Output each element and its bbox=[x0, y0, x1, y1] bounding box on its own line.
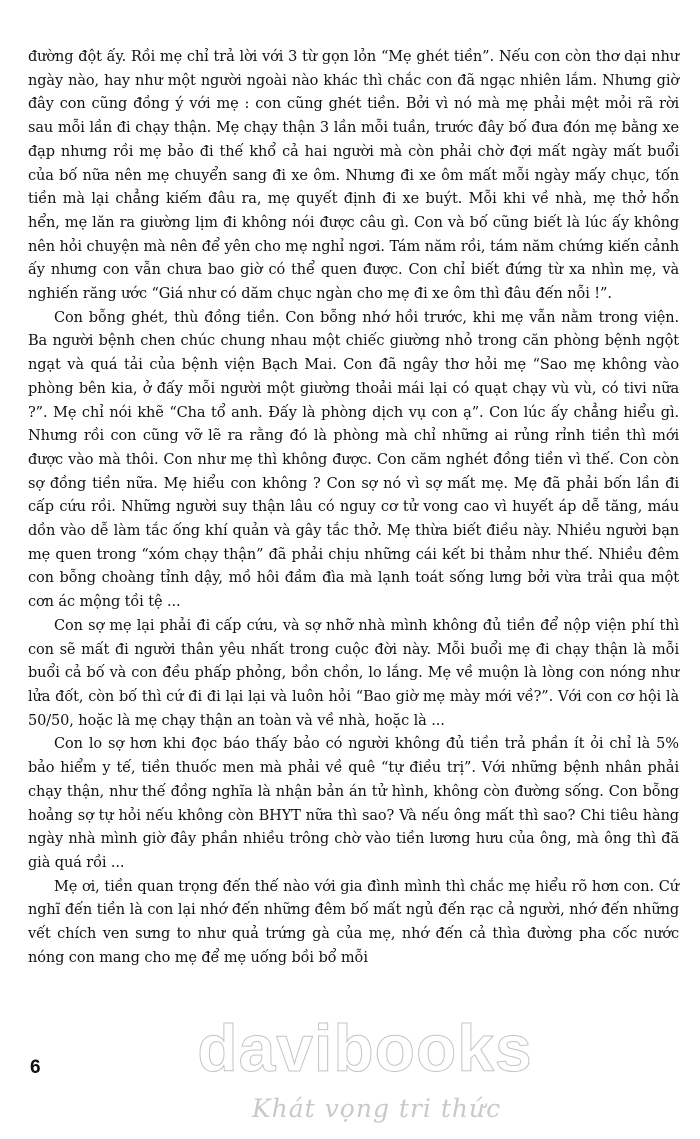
paragraph-2: Con bỗng ghét, thù đồng tiền. Con bỗng nhớ hồi trước, khi mẹ vẫn nằm trong viện. Ba người bệnh chen chúc chung nhau một chiếc giường nhỏ trong căn phòng bệnh ngột ngạt và quá tải của bệnh viện Bạch Mai. Con đã ngây thơ hỏi mẹ “Sao mẹ không vào phòng bên kia, ở đấy mỗi người một giường thoải mái lại có quạt chạy vù vù, có tivi nữa ?”. Mẹ chỉ nói khẽ “Cha tổ anh. Đấy là phòng dịch vụ con ạ”. Con lúc ấy chẳng hiểu gì. Nhưng rồi con cũng vỡ lẽ ra rằng đó là phòng mà chỉ những ai rủng rỉnh tiền thì mới được vào mà thôi. Con như mẹ thì không được. Con căm nghét đồng tiền vì thế. Con còn sợ đồng tiền nữa. Mẹ hiểu con không ? Con sợ nó vì sợ mất mẹ. Mẹ đã phải bốn lần đi cấp cứu rồi. Những người suy thận lâu có nguy cơ tử vong cao vì huyết áp dễ tăng, máu dồn vào dễ làm tắc ống khí quản và gây tắc thở. Mẹ thừa biết điều này. Nhiều người bạn mẹ quen trong “xóm chạy thận” đã phải chịu những cái kết bi thảm như thế. Nhiều đêm con bỗng choàng tỉnh dậy, mồ hôi đầm đìa mà lạnh toát sống lưng bởi vừa trải qua một cơn ác mộng tồi tệ ... bbox=[28, 309, 679, 611]
paragraph-1: đường đột ấy. Rồi mẹ chỉ trả lời với 3 từ gọn lỏn “Mẹ ghét tiền”. Nếu con còn thơ dại như ngày nào, hay như một người ngoài nào khác thì chắc con đã ngạc nhiên lắm. Nhưng giờ đây con cũng đồng ý với mẹ : con cũng ghét tiền. Bởi vì nó mà mẹ phải mệt mỏi rã rời sau mỗi lần đi chạy thận. Mẹ chạy thận 3 lần mỗi tuần, trước đây bố đưa đón mẹ bằng xe đạp nhưng rồi mẹ bảo đi thế khổ cả hai người mà còn phải chờ đợi mất ngày mất buổi của bố nữa nên mẹ chuyển sang đi xe ôm. Nhưng đi xe ôm mất mỗi ngày mấy chục, tốn tiền mà lại chẳng kiếm đâu ra, mẹ quyết định đi xe buýt. Mỗi khi về nhà, mẹ thở hổn hển, mẹ lăn ra giường lịm đi không nói được câu gì. Con và bố cũng biết là lúc ấy không nên hỏi chuyện mà nên để yên cho mẹ nghỉ ngơi. Tám năm rồi, tám năm chứng kiến cảnh ấy nhưng con vẫn chưa bao giờ có thể quen được. Con chỉ biết đứng từ xa nhìn mẹ, và nghiến răng ước “Giá như có dăm chục ngàn cho mẹ đi xe ôm thì đâu đến nỗi !”. bbox=[28, 49, 679, 303]
page-number: 6 bbox=[30, 1057, 41, 1078]
watermark-logo: davibooks bbox=[197, 1011, 533, 1085]
watermark-tagline: Khát vọng tri thức bbox=[252, 1094, 502, 1123]
paragraph-5: Mẹ ơi, tiền quan trọng đến thế nào với gia đình mình thì chắc mẹ hiểu rõ hơn con. Cứ nghĩ đến tiền là con lại nhớ đến những đêm bố mất ngủ đến rạc cả người, nhớ đến những vết chích ven sưng to như quả trứng gà của mẹ, nhớ đến cả thìa đường pha cốc nước nóng con mang cho mẹ để mẹ uống bồi bổ mỗi bbox=[28, 878, 679, 966]
paragraph-3: Con sợ mẹ lại phải đi cấp cứu, và sợ nhỡ nhà mình không đủ tiền để nộp viện phí thì con sẽ mất đi người thân yêu nhất trong cuộc đời này. Mỗi buổi mẹ đi chạy thận là mỗi buổi cả bố và con đều phấp phỏng, bồn chồn, lo lắng. Mẹ về muộn là lòng con nóng như lửa đốt, còn bố thì cứ đi đi lại lại và luôn hỏi “Bao giờ mẹ mày mới về?”. Với con cơ hội là 50/50, hoặc là mẹ chạy thận an toàn và về nhà, hoặc là ... bbox=[28, 617, 679, 729]
paragraph-4: Con lo sợ hơn khi đọc báo thấy bảo có người không đủ tiền trả phần ít ỏi chỉ là 5% bảo hiểm y tế, tiền thuốc men mà phải về quê “tự điều trị”. Với những bệnh nhân phải chạy thận, như thế đồng nghĩa là nhận bản án tử hình, không còn đường sống. Con bỗng hoảng sợ tự hỏi nếu không còn BHYT nữa thì sao? Và nếu ông mất thì sao? Chi tiêu hàng ngày nhà mình giờ đây phần nhiều trông chờ vào tiền lương hưu của ông, mà ông thì đã già quá rồi ... bbox=[28, 736, 679, 871]
page-body bbox=[28, 46, 679, 970]
